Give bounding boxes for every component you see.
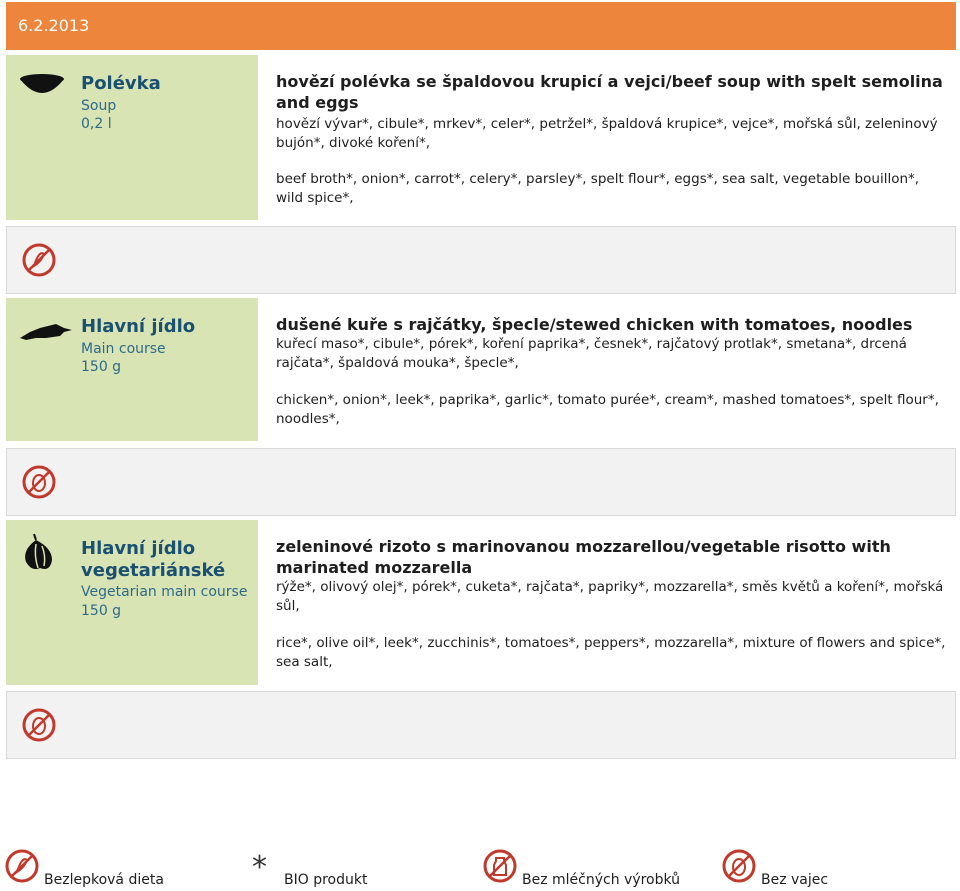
no-gluten-icon	[4, 848, 40, 884]
category-cell-soup	[6, 55, 258, 220]
dish-cell-vegetarian	[258, 520, 956, 685]
legend-label: Bezlepková dieta	[44, 872, 164, 888]
no-egg-icon	[21, 464, 57, 500]
garlic-icon	[16, 530, 72, 574]
portion-size: 150 g	[81, 603, 122, 619]
category-title: Hlavní jídlo vegetariánské	[81, 538, 226, 581]
soup-bowl-icon	[16, 65, 72, 109]
dish-name: zeleninové rizoto s marinovanou mozzarellou/vegetable risotto with marinated mozzarella	[276, 537, 891, 577]
ingredients-english: rice*, olive oil*, leek*, zucchinis*, tomatoes*, peppers*, mozzarella*, mixture of flowers and spice*, sea salt,	[276, 635, 946, 670]
legend-gluten-free	[4, 848, 204, 888]
category-title: Polévka	[81, 73, 161, 94]
legend-label: Bez mléčných výrobků	[522, 872, 681, 888]
legend-dairy-free	[482, 848, 702, 888]
allergen-bar	[6, 448, 956, 516]
date-header	[6, 2, 956, 50]
ingredients-english: chicken*, onion*, leek*, paprika*, garlic*, tomato purée*, cream*, mashed tomatoes*, spelt flour*, noodles*,	[276, 392, 939, 427]
legend-egg-free	[721, 848, 861, 888]
dish-name: hovězí polévka se špaldovou krupicí a vejci/beef soup with spelt semolina and eggs	[276, 72, 943, 112]
legend-label: Bez vajec	[761, 872, 829, 888]
allergen-bar	[6, 226, 956, 294]
allergen-bar	[6, 691, 956, 759]
category-english: Soup	[81, 98, 117, 114]
dish-cell-main	[258, 298, 956, 441]
bird-icon	[16, 308, 72, 352]
ingredients-english: beef broth*, onion*, carrot*, celery*, parsley*, spelt flour*, eggs*, sea salt, vegetable bouillon*, wild spice*,	[276, 171, 920, 206]
portion-size: 0,2 l	[81, 116, 112, 132]
portion-size: 150 g	[81, 359, 122, 375]
no-dairy-icon	[482, 848, 518, 884]
ingredients-czech: hovězí vývar*, cibule*, mrkev*, celer*, petržel*, špaldová krupice*, vejce*, mořská sůl, zeleninový bujón*, divoké koření*,	[276, 116, 938, 151]
category-title: Hlavní jídlo	[81, 316, 196, 337]
legend-label: BIO produkt	[284, 872, 368, 888]
category-english: Main course	[81, 341, 166, 357]
menu-date: 6.2.2013	[18, 16, 90, 35]
no-gluten-icon	[21, 242, 57, 278]
legend-bio	[250, 848, 390, 888]
ingredients-czech: rýže*, olivový olej*, pórek*, cuketa*, rajčata*, papriky*, mozzarella*, směs květů a koření*, mořská sůl,	[276, 579, 944, 614]
ingredients-czech: kuřecí maso*, cibule*, pórek*, koření paprika*, česnek*, rajčatový protlak*, smetana*, drcená rajčata*, špaldová mouka*, špecle*,	[276, 336, 907, 371]
dish-name: dušené kuře s rajčátky, špecle/stewed chicken with tomatoes, noodles	[276, 315, 913, 334]
category-english: Vegetarian main course	[81, 584, 248, 600]
bio-asterisk: *	[252, 850, 267, 885]
dish-cell-soup	[258, 55, 956, 220]
no-egg-icon	[721, 848, 757, 884]
category-cell-main	[6, 298, 258, 441]
no-egg-icon	[21, 707, 57, 743]
category-cell-vegetarian	[6, 520, 258, 685]
